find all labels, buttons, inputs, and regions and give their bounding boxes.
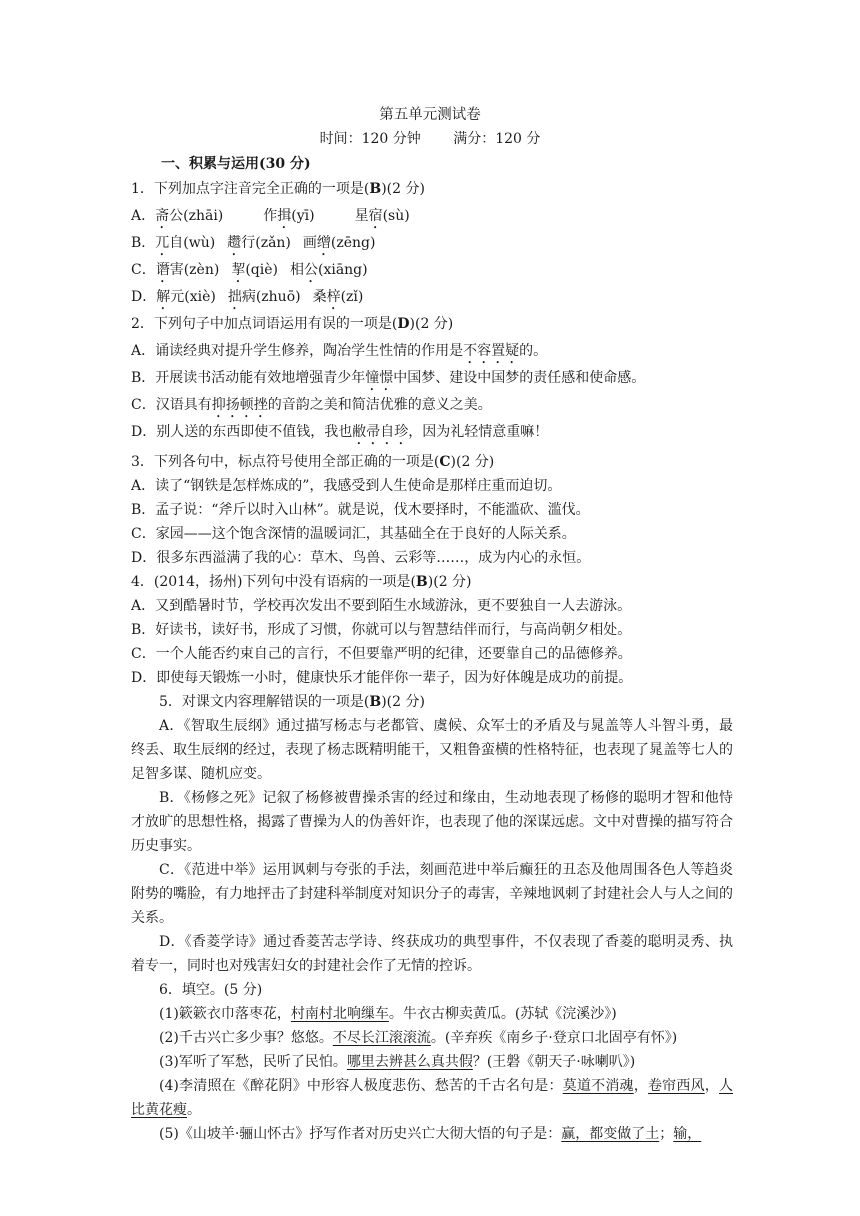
question-5-option-d: D．《香菱学诗》通过香菱苦志学诗、终获成功的典型事件，不仅表现了香菱的聪明灵秀、执着专一，同时也对残害妇女的封建社会作了无情的控诉。 (131, 934, 733, 974)
fill-item-4: (4)李清照在《醉花阴》中形容人极度悲伤、愁苦的千古名句是：莫道不消魂，卷帘西风，人比黄花瘦。 (131, 1078, 734, 1118)
question-2-option-c: C．汉语具有抑扬顿挫的音韵之美和简洁优雅的意义之美。 (131, 397, 492, 413)
fill-answer: 莫道不消魂 (562, 1078, 634, 1094)
fill-answer: 人比黄花瘦 (131, 1078, 734, 1118)
time-limit: 时间：120 分钟 (319, 131, 421, 147)
question-5-stem: 5．对课文内容理解错误的一项是(B)(2 分) (159, 694, 425, 710)
question-3-option-d: D．很多东西溢满了我的心：草木、鸟兽、云彩等……，成为内心的永恒。 (131, 550, 591, 566)
exam-content (131, 152, 733, 1146)
question-5-option-c: C．《范进中举》运用讽刺与夸张的手法，刻画范进中举后癫狂的丑态及他周围各色人等趋炎附势的嘴脸，有力地抨击了封建科举制度对知识分子的毒害，辛辣地讽刺了封建社会人与人之间的关系。 (131, 862, 733, 926)
question-2-stem: 2．下列句子中加点词语运用有误的一项是(D)(2 分) (131, 316, 454, 332)
question-4-answer: B (415, 574, 428, 590)
fill-item-2: (2)千古兴亡多少事？悠悠。不尽长江滚滚流。(辛弃疾《南乡子·登京口北固亭有怀》) (159, 1030, 678, 1046)
question-1-option-d: D．解元(xiè) 拙病(zhuō) 桑梓(zǐ) (131, 289, 364, 305)
fill-answer: 不尽长江滚滚流 (332, 1030, 431, 1046)
question-1-answer: B (369, 181, 382, 197)
question-3-option-b: B．孟子说：“斧斤以时入山林”。就是说，伐木要择时，不能滥砍、滥伐。 (131, 502, 590, 518)
fill-answer: 村南村北响缫车 (290, 1006, 389, 1022)
question-1-stem: 1．下列加点字注音完全正确的一项是(B)(2 分) (131, 181, 425, 197)
question-3-stem: 3．下列各句中，标点符号使用全部正确的一项是(C)(2 分) (131, 454, 495, 470)
question-2-option-b: B．开展读书活动能有效地增强青少年憧憬中国梦、建设中国梦的责任感和使命感。 (131, 370, 646, 386)
question-4-option-c: C．一个人能否约束自己的言行，不但要靠严明的纪律，还要靠自己的品德修养。 (131, 646, 632, 662)
question-2-option-a: A．诵读经典对提升学生修养，陶冶学生性情的作用是不容置疑的。 (131, 343, 548, 359)
question-1-option-c: C．谮害(zèn) 挈(qiè) 相公(xiāng) (131, 262, 368, 278)
fill-item-1: (1)簌簌衣巾落枣花，村南村北响缫车。牛衣古柳卖黄瓜。(苏轼《浣溪沙》) (159, 1006, 617, 1022)
question-4-stem: 4．(2014，扬州)下列句中没有语病的一项是(B)(2 分) (131, 574, 472, 590)
page-title: 第五单元测试卷 (379, 107, 481, 123)
question-3-option-c: C．家园——这个饱含深情的温暖词汇，其基础全在于良好的人际关系。 (131, 526, 576, 542)
fill-answer: 输， (673, 1126, 702, 1142)
fill-answer: 卷帘西风 (647, 1078, 705, 1094)
question-5-answer: B (369, 694, 382, 710)
fill-answer: 赢，都变做了土 (561, 1126, 660, 1142)
full-score: 满分：120 分 (453, 131, 541, 147)
question-2-answer: D (397, 316, 410, 332)
question-5-option-a: A．《智取生辰纲》通过描写杨志与老都管、虞候、众军士的矛盾及与晁盖等人斗智斗勇，最终丢、取生辰纲的经过，表现了杨志既精明能干，又粗鲁蛮横的性格特征，也表现了晁盖等七人的足智多谋、随机应变。 (131, 718, 733, 782)
question-6-stem: 6．填空。(5 分) (159, 982, 263, 998)
section-heading: 一、积累与运用(30 分) (161, 156, 311, 172)
exam-info (0, 128, 860, 148)
question-3-answer: C (439, 454, 451, 470)
question-4-option-b: B．好读书，读好书，形成了习惯，你就可以与智慧结伴而行，与高尚朝夕相处。 (131, 622, 632, 638)
question-2-option-d: D．别人送的东西即使不值钱，我也敝帚自珍，因为礼轻情意重嘛！ (131, 424, 549, 440)
question-4-option-d: D．即使每天锻炼一小时，健康快乐才能伴你一辈子，因为好体魄是成功的前提。 (131, 670, 633, 686)
fill-answer: 哪里去辨甚么真共假 (346, 1054, 473, 1070)
question-4-option-a: A．又到酷暑时节，学校再次发出不要到陌生水域游泳，更不要独自一人去游泳。 (131, 598, 632, 614)
question-1-option-a: A．斋公(zhāi) 作揖(yī) 星宿(sù) (131, 208, 410, 224)
question-5-option-b: B．《杨修之死》记叙了杨修被曹操杀害的经过和缘由，生动地表现了杨修的聪明才智和他恃才放旷的思想性格，揭露了曹操为人的伪善奸诈，也表现了他的深谋远虑。文中对曹操的描写符合历史事实。 (131, 790, 733, 854)
question-3-option-a: A．读了“钢铁是怎样炼成的”，我感受到人生使命是那样庄重而迫切。 (131, 478, 562, 494)
fill-item-3: (3)军听了军愁，民听了民怕。哪里去辨甚么真共假？(王磐《朝天子·咏喇叭》) (159, 1054, 636, 1070)
fill-item-5: (5)《山坡羊·骊山怀古》抒写作者对历史兴亡大彻大悟的句子是：赢，都变做了土；输， (159, 1126, 702, 1142)
question-1-option-b: B．兀自(wù) 趱行(zǎn) 画缯(zēng) (131, 235, 376, 251)
